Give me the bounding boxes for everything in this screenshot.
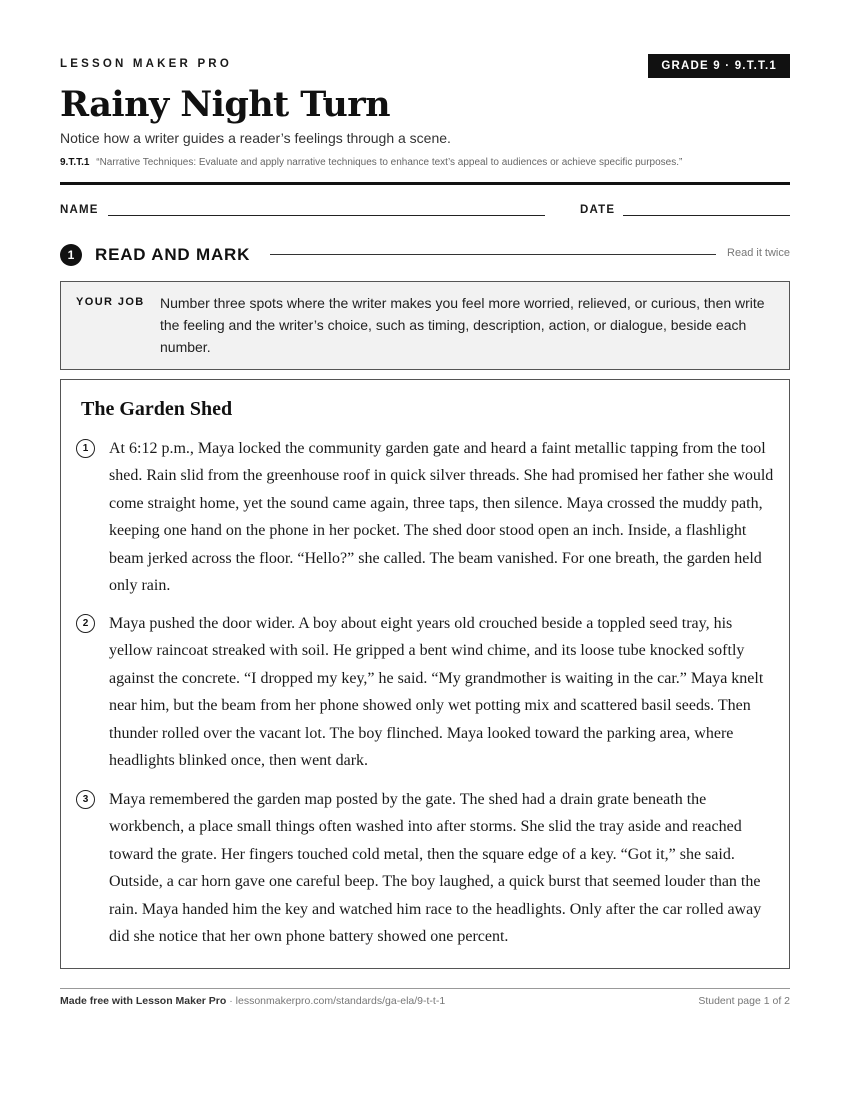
passage-title: The Garden Shed — [81, 398, 233, 420]
paragraph-number: 1 — [76, 439, 95, 458]
footer-page-number: Student page 1 of 2 — [698, 995, 790, 1007]
paragraph-number: 2 — [76, 614, 95, 633]
page-subtitle: Notice how a writer guides a reader’s feelings through a scene. — [60, 130, 451, 146]
header-divider — [60, 182, 790, 185]
date-field[interactable] — [623, 215, 790, 216]
standard-line — [60, 157, 790, 168]
instructions-label: YOUR JOB — [76, 296, 145, 308]
section-divider — [270, 254, 716, 255]
standard-code: 9.T.T.1 — [60, 157, 90, 168]
instructions-text: Number three spots where the writer makes you feel more worried, relieved, or curious, then write the feeling and the writer’s choice, such as timing, description, action, or dialogue, beside each number. — [160, 295, 765, 355]
standard-text: “Narrative Techniques: Evaluate and apply narrative techniques to enhance text’s appeal to audiences or achieve specific purposes.” — [96, 157, 683, 168]
paragraph-number: 3 — [76, 790, 95, 809]
worksheet-page — [60, 0, 790, 1100]
section-title: READ AND MARK — [95, 245, 251, 264]
section-hint: Read it twice — [727, 247, 790, 259]
brand-name: LESSON MAKER PRO — [60, 58, 232, 70]
paragraph-text: At 6:12 p.m., Maya locked the community garden gate and heard a faint metallic tapping from the tool shed. Rain slid from the greenhouse roof in quick silver threads. She had promised her father she would come straight home, yet the sound came again, three taps, then silence. Maya crossed the muddy path, keeping one hand on the phone in her pocket. The shed door stood open an inch. Inside, a flashlight beam jerked across the floor. “Hello?” she called. The beam vanished. For one breath, the garden held only rain. — [109, 440, 774, 595]
footer-credit — [60, 995, 445, 1007]
name-label: NAME — [60, 204, 99, 216]
paragraph-text: Maya remembered the garden map posted by the gate. The shed had a drain grate beneath the workbench, a place small things often washed into after storms. She slid the tray aside and reached toward the grate. Her fingers touched cold metal, then the square edge of a key. “Got it,” she said. Outside, a car horn gave one careful beep. The boy laughed, a quick burst that seemed louder than the rain. Maya handed him the key and watched him race to the headlights. Only after the car rolled away did she notice that her own phone battery showed one percent. — [109, 791, 762, 946]
date-label: DATE — [580, 204, 616, 216]
name-field[interactable] — [108, 215, 545, 216]
footer-url-link[interactable]: lessonmakerpro.com/standards/ga-ela/9-t-t-1 — [235, 995, 446, 1007]
footer-made-with: Made free with Lesson Maker Pro — [60, 995, 227, 1007]
footer-separator: · — [226, 995, 236, 1007]
section-number-badge: 1 — [60, 244, 82, 266]
page-title: Rainy Night Turn — [60, 84, 390, 125]
grade-badge: GRADE 9 · 9.T.T.1 — [648, 54, 790, 78]
instructions-box — [60, 281, 790, 370]
paragraph-text: Maya pushed the door wider. A boy about eight years old crouched beside a toppled seed tray, his yellow raincoat streaked with soil. He gripped a bent wind chime, and its loose tube knocked softly against the concrete. “I dropped my key,” he said. “My grandmother is waiting in the car.” Maya knelt near him, but the beam from her phone showed only wet potting mix and scattered basil seeds. Then thunder rolled over the vacant lot. The boy flinched. Maya looked toward the parking area, where headlights blinked once, then went dark. — [109, 615, 764, 770]
footer-divider — [60, 988, 790, 989]
passage-box — [60, 379, 790, 969]
